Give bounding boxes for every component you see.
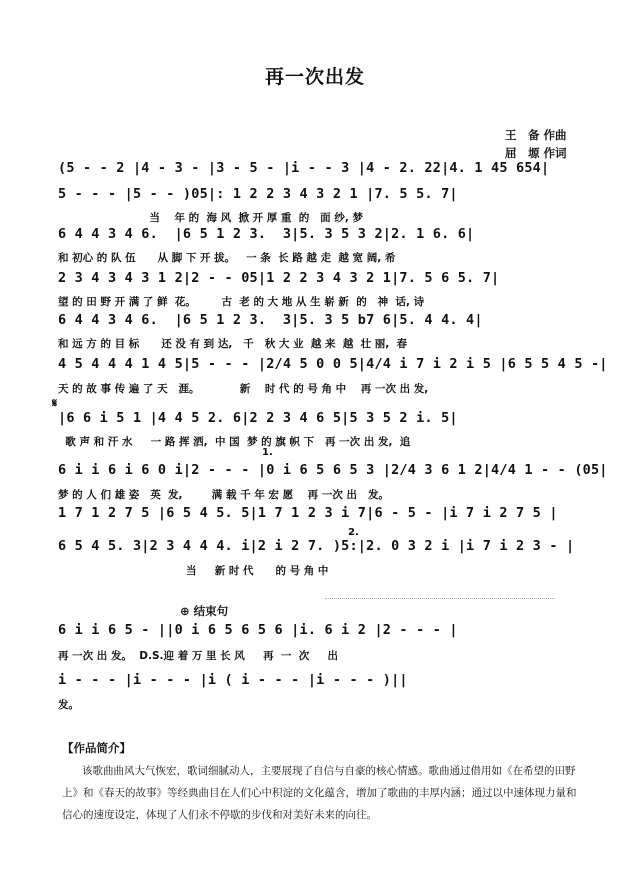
lyric-line: 梦 的 人 们 雄 姿 英 发, 满 载 千 年 宏 愿 再 一次 出 发。: [58, 489, 389, 501]
lyric-line: 望 的 田 野 开 满 了 鲜 花。 古 老 的 大 地 从 生 崭 新 的 神 话, 诗: [58, 296, 425, 308]
score-row-5: [58, 312, 583, 338]
score-row-8: [58, 462, 608, 488]
notation-line: 6 5 4 5. 3|2 3 4 4 4. i|2 i 2 7. )5:|2. 0 3 2 i |i 7 i 2 3 - |: [58, 538, 575, 554]
notation-line: 1 7 1 2 7 5 |6 5 4 5. 5|1 7 1 2 3 i 7|6 - 5 - |i 7 i 2 7 5 |: [58, 505, 558, 521]
score-row-1: [58, 160, 583, 186]
divider: [325, 598, 555, 600]
notation-line: 6 i i 6 5 - ||0 i 6 5 6 5 6 |i. 6 i 2 |2 - - - |: [58, 622, 458, 638]
score-row-11: [58, 622, 583, 648]
lyric-line: 当 年 的 海 风 掀 开 厚 重 的 面 纱, 梦: [58, 212, 363, 224]
lyric-line: 再 一次 出 发。 D.S.迎 着 万 里 长 风 再 一 次 出: [58, 650, 338, 662]
score-row-10: [58, 538, 583, 564]
lyric-line: 和 远 方 的 目 标 还 没 有 到 达, 千 秋 大 业 越 来 越 壮 丽, 春: [58, 338, 408, 350]
score-row-2: [58, 186, 583, 212]
second-ending-label: 2.: [348, 527, 359, 538]
first-ending-label: 1.: [262, 447, 273, 458]
score-row-4: [58, 270, 583, 296]
notation-line: i - - - |i - - - |i ( i - - - |i - - - )||: [58, 672, 408, 688]
notation-line: 5 - - - |5 - - )05|: 1 2 2 3 4 3 2 1 |7. 5 5. 7|: [58, 186, 458, 202]
lyricist-credit: 屈 塬 作词: [505, 146, 567, 160]
score-row-12: [58, 672, 583, 698]
notation-line: 6 4 4 3 4 6. |6 5 1 2 3. 3|5. 3 5 b7 6|5. 4 4. 4|: [58, 312, 483, 328]
segno-sign: 𝄋: [52, 396, 58, 410]
lyric-line: 歌 声 和 汗 水 一 路 挥 洒, 中 国 梦 的 旗 帜 下 再 一次 出 发, 追: [58, 436, 411, 448]
notation-line: |6 6 i 5 1 |4 4 5 2. 6|2 2 3 4 6 5|5 3 5 2 i. 5|: [58, 410, 458, 426]
lyric-line: 发。: [58, 699, 79, 711]
song-title: 再一次出发: [264, 66, 365, 88]
score-row-3: [58, 226, 583, 252]
lyric-line: 当 新 时 代 的 号 角 中: [58, 565, 329, 577]
score-row-6: [58, 356, 608, 382]
coda-ending-label: ⊕ 结束句: [180, 604, 229, 618]
notation-line: 6 4 4 3 4 6. |6 5 1 2 3. 3|5. 3 5 3 2|2. 1 6. 6|: [58, 226, 475, 242]
composer-credit: 王 备 作曲: [505, 128, 567, 142]
notation-line: 2 3 4 3 4 3 1 2|2 - - 05|1 2 2 3 4 3 2 1|7. 5 6 5. 7|: [58, 270, 500, 286]
intro-heading: 【作品简介】: [62, 741, 131, 755]
lyric-line: 天 的 故 事 传 遍 了 天 涯。 新 时 代 的 号 角 中 再 一次 出 发,: [58, 383, 429, 395]
score-row-7: [58, 410, 583, 436]
lyric-line: 和 初心 的 队 伍 从 脚 下 开 拔。 一 条 长 路 越 走 越 宽 阔, 希: [58, 252, 396, 264]
notation-line: 4 5 4 4 4 1 4 5|5 - - - |2/4 5 0 0 5|4/4 i 7 i 2 i 5 |6 5 5 4 5 -|: [58, 356, 608, 372]
score-row-9: [58, 505, 583, 531]
intro-text: 该歌曲曲风大气恢宏，歌词细腻动人，主要展现了自信与自豪的核心情感。歌曲通过借用如《在希望的田野上》和《春天的故事》等经典曲目在人们心中积淀的文化蕴含，增加了歌曲的丰厚内涵；通过以中速体现力量和信心的速度设定，体现了人们永不停歇的步伐和对美好未来的向往。: [62, 765, 577, 821]
notation-line: 6 i i 6 i 6 0 i|2 - - - |0 i 6 5 6 5 3 |2/4 3 6 1 2|4/4 1 - - (05|: [58, 462, 608, 478]
notation-line: (5 - - 2 |4 - 3 - |3 - 5 - |i - - 3 |4 - 2. 22|4. 1 45 654|: [58, 160, 550, 176]
